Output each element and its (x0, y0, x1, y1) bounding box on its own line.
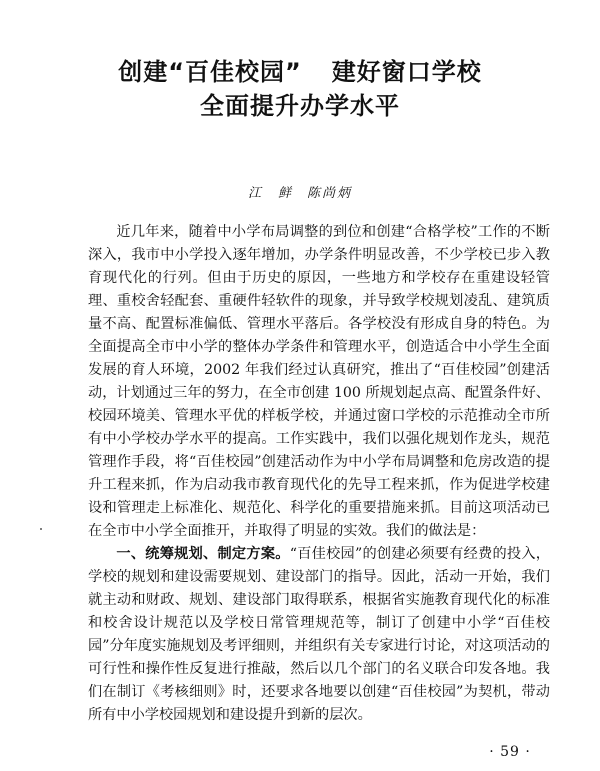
author-2: 陈尚炳 (307, 186, 353, 201)
paragraph-2 (88, 543, 550, 727)
article-title-line-1 (0, 52, 600, 87)
scan-speck (40, 528, 42, 530)
title-part-2: 建好窗口学校 (331, 58, 482, 86)
section-heading: 一、统筹规划、制定方案。 (116, 546, 290, 562)
author-1: 江 鲜 (247, 186, 293, 201)
article-body (88, 221, 550, 727)
article-title-line-2: 全面提升办学水平 (200, 92, 400, 120)
paragraph-2-text: “百佳校园”的创建必须要有经费的投入，学校的规划和建设需要规划、建设部门的指导。因此，活动一开始，我们就主动和财政、规划、建设部门取得联系，根据省实施教育现代化的标准和校舍设计规范以及学校日常管理规范等，制订了创建中小学“百佳校园”分年度实施规划及考评细则，并组织有关专家进行讨论，对这项活动的可行性和操作性反复进行推敲，然后以几个部门的名义联合印发各地。我们在制订《考核细则》时，还要求各地要以创建“百佳校园”为契机，带动所有中小学校园规划和建设提升到新的层次。 (88, 546, 550, 723)
page-number: · 59 · (489, 744, 531, 760)
paragraph-1 (88, 221, 550, 543)
article-authors (0, 182, 600, 201)
paragraph-1-text: 近几年来，随着中小学布局调整的到位和创建“合格学校”工作的不断深入，我市中小学投入逐年增加，办学条件明显改善，不少学校已步入教育现代化的行列。但由于历史的原因，一些地方和学校存在重建设轻管理、重校舍轻配套、重硬件轻软件的现象，并导致学校规划凌乱、建筑质量不高、配置标准偏低、管理水平落后。各学校没有形成自身的特色。为全面提高全市中小学的整体办学条件和管理水平，创造适合中小学生全面发展的育人环境，2002 年我们经过认真研究，推出了“百佳校园”创建活动，计划通过三年的努力，在全市创建 100 所规划起点高、配置条件好、校园环境美、管理水平优的样板学校，并通过窗口学校的示范推动全市所有中小学校办学水平的提高。工作实践中，我们以强化规划作龙头，规范管理作手段，将“百佳校园”创建活动作为中小学布局调整和危房改造的提升工程来抓，作为启动我市教育现代化的先导工程来抓，作为促进学校建设和管理走上标准化、规范化、科学化的重要措施来抓。目前这项活动已在全市中小学全面推开，并取得了明显的实效。我们的做法是： (88, 224, 550, 539)
title-part-1: 创建“百佳校园” (118, 58, 302, 86)
